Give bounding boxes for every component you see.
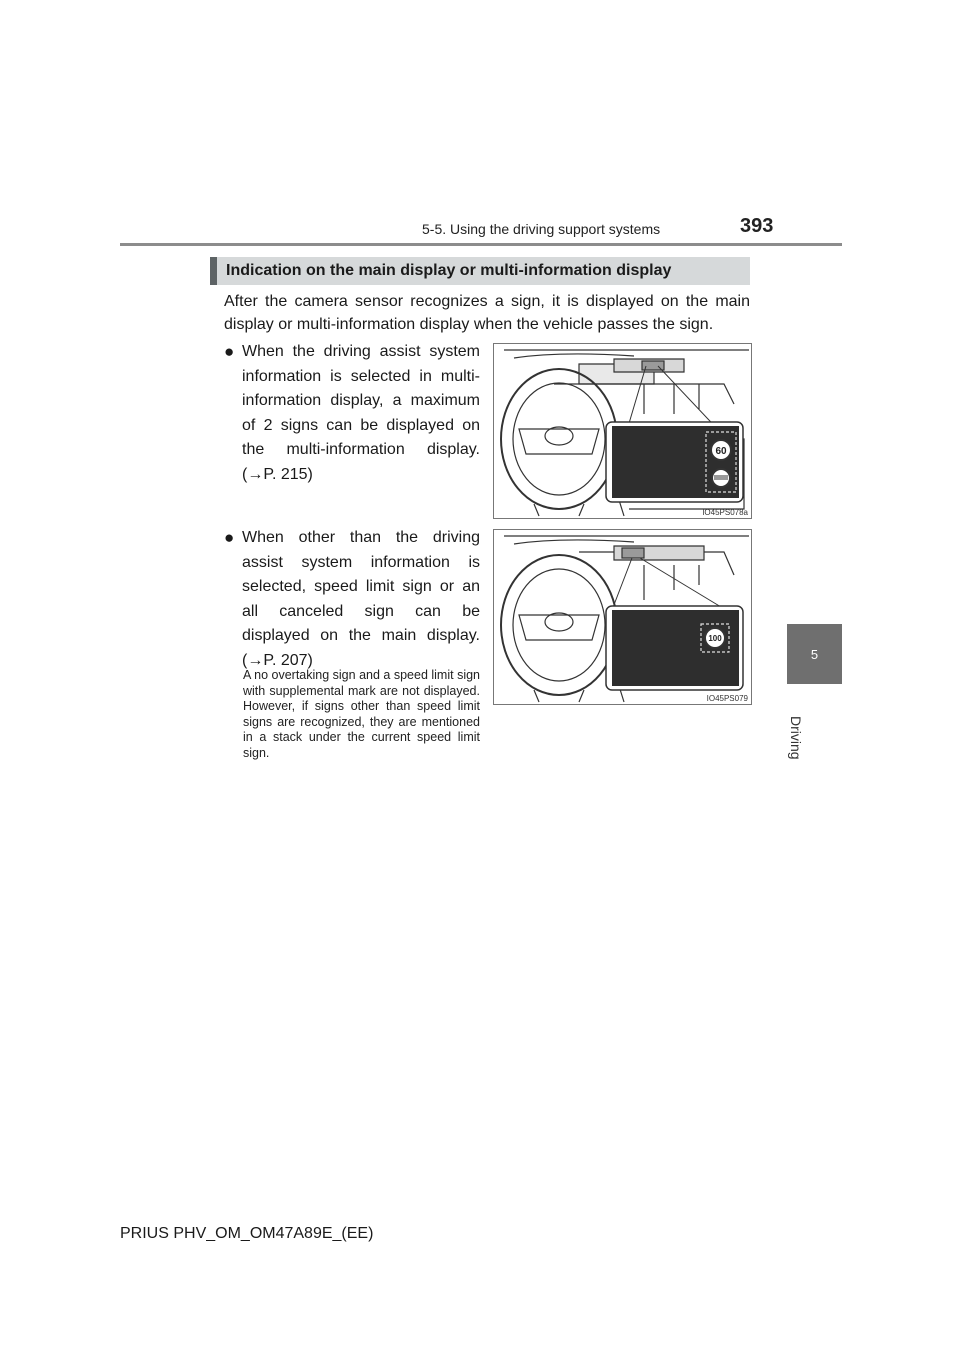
bullet-text: When other than the driving assist system information is selected, speed limit sign or an all canceled sign can be displayed on the main display. (→P. 207) — [242, 529, 480, 669]
chapter-number: 5 — [810, 646, 819, 662]
bullet-item-1 — [224, 340, 480, 487]
footer-document-code: PRIUS PHV_OM_OM47A89E_(EE) — [120, 1225, 374, 1242]
bullet-item-2 — [224, 526, 480, 673]
dashboard-illustration — [494, 530, 751, 704]
heading-accent — [210, 257, 217, 285]
chapter-label: Driving — [788, 716, 804, 760]
section-heading: Indication on the main display or multi-information display — [226, 262, 672, 279]
chapter-tab — [787, 624, 842, 684]
speed-sign-60: 60 — [715, 446, 727, 457]
section-title: 5-5. Using the driving support systems — [422, 221, 661, 237]
header-divider — [120, 243, 842, 246]
figure-multi-information-display — [493, 343, 752, 519]
speed-sign-100: 100 — [708, 634, 722, 643]
figure-code: IO45PS079 — [706, 694, 748, 703]
bullet-icon: ● — [224, 528, 235, 547]
page-number: 393 — [740, 215, 774, 237]
intro-paragraph: After the camera sensor recognizes a sign, it is displayed on the main display or multi-information display when the vehicle passes the sign. — [224, 293, 750, 333]
note-paragraph: A no overtaking sign and a speed limit sign with supplemental mark are not displayed. However, if signs other than speed limit signs are recognized, they are mentioned in a stack under the current speed limit sign. — [243, 668, 480, 760]
dashboard-illustration — [494, 344, 751, 518]
figure-main-display — [493, 529, 752, 705]
bullet-text: When the driving assist system information is selected in multi-information display, a maximum of 2 signs can be displayed on the multi-information display. (→P. 215) — [242, 343, 480, 483]
bullet-icon: ● — [224, 342, 235, 361]
figure-code: IO45PS078a — [702, 508, 748, 517]
